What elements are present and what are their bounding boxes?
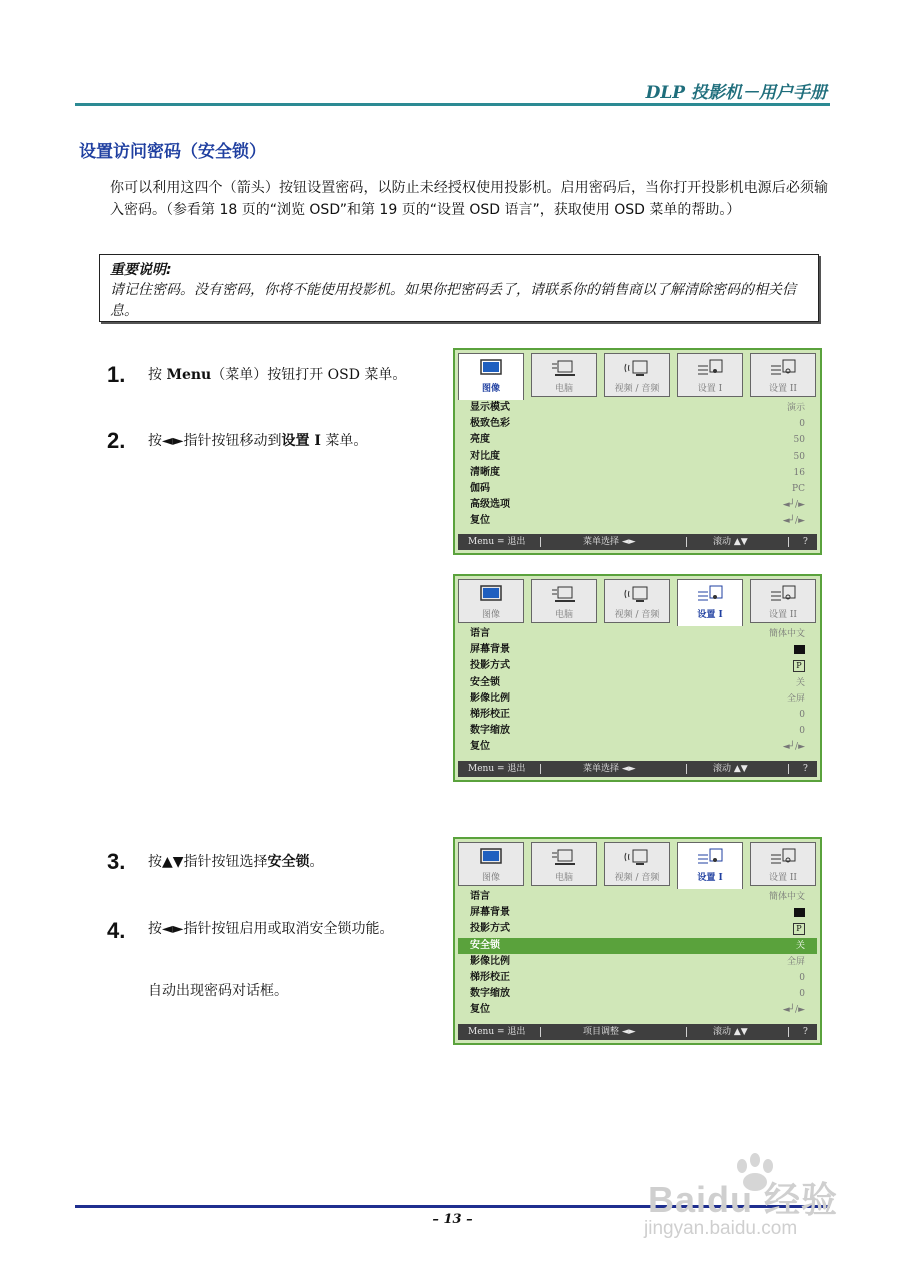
osd-item: [458, 723, 817, 739]
osd-tab-icon: [622, 584, 652, 604]
osd-footer-bar: [458, 534, 817, 550]
osd-footer-separator: [788, 764, 789, 774]
osd-item-label: 语言: [470, 628, 490, 639]
osd-footer-bar: [458, 761, 817, 777]
osd-item: [458, 954, 817, 970]
osd-footer-separator: [686, 537, 687, 547]
osd-tab-label: 电脑: [554, 384, 573, 394]
osd-tab: [604, 579, 670, 623]
osd-item-value: 全屏: [786, 693, 805, 704]
osd-item: [458, 986, 817, 1002]
osd-tab-bar: [458, 842, 817, 889]
osd-item: [458, 642, 817, 658]
osd-item: [458, 658, 817, 674]
osd-tab-label: 设置 II: [769, 873, 797, 883]
osd-item-label: 语言: [470, 891, 490, 902]
osd-footer-hint: ?: [803, 1027, 808, 1037]
osd-item-label: 梯形校正: [470, 971, 510, 983]
black-swatch-icon: [794, 908, 805, 917]
osd-item-label: 复位: [470, 515, 490, 527]
osd-item-value: 0: [799, 709, 805, 720]
osd-item-value: 全屏: [786, 956, 805, 967]
osd-item-label: 数字缩放: [470, 725, 510, 737]
osd-tab: [677, 579, 743, 627]
projection-mode-icon: P: [793, 660, 805, 672]
section-title: 设置访问密码（安全锁）: [79, 142, 266, 162]
osd-tab-icon: [768, 358, 798, 378]
osd-item: [458, 465, 817, 481]
osd-tab: [677, 842, 743, 890]
osd-tab: [531, 842, 597, 886]
osd-tab-label: 设置 I: [697, 384, 723, 394]
osd-item-label: 屏幕背景: [470, 644, 510, 656]
osd-menu-setting1: [453, 574, 822, 782]
osd-item-label: 对比度: [470, 450, 500, 462]
osd-tab: [750, 842, 816, 886]
osd-item-label: 影像比例: [470, 955, 510, 967]
osd-tab-icon: [476, 358, 506, 378]
osd-item: [458, 449, 817, 465]
osd-tab-label: 设置 I: [697, 610, 723, 620]
osd-footer-hint: 滚动 ▲▼: [713, 764, 748, 774]
osd-item-label: 影像比例: [470, 692, 510, 704]
osd-item-label: 梯形校正: [470, 708, 510, 720]
osd-tab-label: 设置 II: [769, 610, 797, 620]
osd-item-label: 数字缩放: [470, 988, 510, 1000]
osd-footer-separator: [686, 764, 687, 774]
osd-tab: [750, 579, 816, 623]
osd-item-value: 16: [793, 467, 805, 478]
note-text: 请记住密码。没有密码，你将不能使用投影机。如果你把密码丢了，请联系你的销售商以了解清除密码的相关信息。: [110, 282, 796, 319]
osd-tab-label: 图像: [481, 384, 500, 394]
osd-item: [458, 513, 817, 529]
osd-footer-hint: Menu = 退出: [468, 537, 526, 547]
osd-footer-separator: [686, 1027, 687, 1037]
watermark-url: jingyan.baidu.com: [644, 1218, 798, 1239]
osd-footer-hint: 菜单选择 ◄►: [583, 537, 636, 547]
osd-tab-label: 图像: [481, 873, 500, 883]
osd-item-label: 安全锁: [470, 939, 500, 951]
osd-footer-hint: 滚动 ▲▼: [713, 537, 748, 547]
step-text-bold: Menu: [166, 367, 212, 383]
step-number: 4.: [107, 918, 126, 943]
osd-item: [458, 691, 817, 707]
step-text-part: 按: [148, 367, 167, 383]
step-text: [148, 918, 414, 940]
osd-item: [458, 481, 817, 497]
osd-footer-separator: [788, 1027, 789, 1037]
osd-footer-hint: ?: [803, 764, 808, 774]
osd-tab-icon: [768, 584, 798, 604]
step-text-bold: 设置 I: [281, 433, 321, 449]
osd-item-label: 投影方式: [470, 923, 510, 935]
osd-item: [458, 416, 817, 432]
osd-tab-label: 设置 II: [769, 384, 797, 394]
osd-item: [458, 889, 817, 905]
osd-tab-label: 电脑: [554, 610, 573, 620]
osd-item-label: 安全锁: [470, 676, 500, 688]
step-text-part: 按◄►指针按钮移动到: [148, 433, 282, 449]
osd-footer-separator: [788, 537, 789, 547]
osd-tab-label: 视频 / 音频: [614, 873, 660, 883]
osd-item: [458, 400, 817, 416]
osd-tab-icon: [549, 584, 579, 604]
osd-footer-bar: [458, 1024, 817, 1040]
osd-tab-icon: [476, 584, 506, 604]
osd-item: [458, 497, 817, 513]
osd-tab-label: 图像: [481, 610, 500, 620]
osd-item-label: 清晰度: [470, 466, 500, 478]
osd-footer-hint: 滚动 ▲▼: [713, 1027, 748, 1037]
osd-item-value: 0: [799, 419, 805, 430]
osd-item-value: ◄┘/►: [782, 516, 805, 527]
header-title: DLP 投影机－用户手册: [645, 83, 827, 103]
osd-tab: [458, 842, 524, 886]
osd-item-value: [793, 658, 805, 674]
step-text: [148, 851, 438, 873]
osd-tab-icon: [695, 584, 725, 604]
osd-menu-setting1-security: [453, 837, 822, 1045]
osd-item-value: PC: [792, 483, 805, 494]
osd-footer-separator: [540, 537, 541, 547]
osd-item-value: 关: [795, 940, 805, 951]
osd-tab-icon: [622, 358, 652, 378]
osd-item-value: 50: [793, 451, 805, 462]
osd-item-value: 0: [799, 726, 805, 737]
osd-tab-icon: [622, 847, 652, 867]
osd-item-label: 复位: [470, 741, 490, 753]
page-number: – 13 –: [432, 1212, 473, 1227]
osd-item-label: 屏幕背景: [470, 907, 510, 919]
osd-tab: [604, 353, 670, 397]
osd-item: [458, 921, 817, 937]
step-text-part: 按◄►指针按钮启用或取消安全锁功能。: [148, 921, 394, 937]
osd-item-label: 投影方式: [470, 660, 510, 672]
osd-tab-icon: [476, 847, 506, 867]
osd-item: [458, 970, 817, 986]
osd-tab: [458, 579, 524, 623]
osd-item-label: 极致色彩: [470, 418, 510, 430]
osd-tab: [531, 353, 597, 397]
step-text-bold: 安全锁: [267, 854, 310, 870]
osd-tab: [604, 842, 670, 886]
osd-tab: [750, 353, 816, 397]
osd-menu-image: [453, 348, 822, 555]
step-text-part: 按▲▼指针按钮选择: [148, 854, 268, 870]
intro-paragraph: 你可以利用这四个（箭头）按钮设置密码，以防止未经授权使用投影机。启用密码后，当你打开投影机电源后必须输入密码。（参看第 18 页的“浏览 OSD”和第 19 页的“设置 OSD 语言”，获取使用 OSD 菜单的帮助。）: [110, 180, 828, 218]
step-4-note: 自动出现密码对话框。: [148, 983, 288, 999]
osd-tab-icon: [549, 847, 579, 867]
step-text: [148, 364, 438, 386]
osd-tab-icon: [695, 847, 725, 867]
osd-item-value: 簡体中文: [768, 892, 805, 902]
osd-footer-hint: Menu = 退出: [468, 1027, 526, 1037]
step-number: 2.: [107, 428, 126, 453]
header-divider: [75, 103, 830, 106]
osd-footer-hint: 项目调整 ◄►: [583, 1027, 636, 1037]
osd-item-value: [793, 921, 805, 937]
osd-tab: [458, 353, 524, 401]
osd-tab-icon: [695, 358, 725, 378]
projection-mode-icon: P: [793, 923, 805, 935]
step-text-part: 。: [309, 854, 324, 870]
osd-footer-separator: [540, 764, 541, 774]
osd-tab: [531, 579, 597, 623]
osd-item-value: 演示: [786, 403, 805, 413]
step-text-part: （菜单）按钮打开 OSD 菜单。: [211, 367, 407, 383]
osd-item: [458, 1002, 817, 1018]
step-text-part: 菜单。: [320, 433, 368, 449]
osd-item-value: 簡体中文: [768, 629, 805, 639]
step-number: 3.: [107, 849, 126, 874]
osd-footer-hint: ?: [803, 537, 808, 547]
baidu-watermark: [640, 1160, 850, 1260]
osd-item: [458, 707, 817, 723]
osd-item-label: 显示模式: [470, 402, 510, 413]
osd-tab-label: 视频 / 音频: [614, 384, 660, 394]
osd-item-value: 0: [799, 989, 805, 1000]
step-text: [148, 430, 438, 452]
osd-tab-label: 视频 / 音频: [614, 610, 660, 620]
osd-item-value: ◄┘/►: [782, 500, 805, 511]
osd-footer-hint: Menu = 退出: [468, 764, 526, 774]
note-title: 重要说明:: [110, 262, 172, 278]
osd-item-value: 关: [795, 677, 805, 688]
osd-item-value: ◄┘/►: [782, 1005, 805, 1016]
osd-footer-separator: [540, 1027, 541, 1037]
osd-item: [458, 739, 817, 755]
osd-tab: [677, 353, 743, 397]
osd-item: [458, 938, 817, 954]
osd-tab-bar: [458, 579, 817, 626]
osd-item: [458, 626, 817, 642]
black-swatch-icon: [794, 645, 805, 654]
osd-item-label: 亮度: [470, 434, 490, 446]
osd-item-label: 伽码: [470, 482, 490, 494]
watermark-logo: Baidu 经验: [648, 1179, 839, 1220]
osd-item: [458, 432, 817, 448]
osd-tab-label: 设置 I: [697, 873, 723, 883]
step-number: 1.: [107, 362, 126, 387]
important-note-box: [99, 254, 819, 322]
osd-item: [458, 905, 817, 921]
osd-tab-label: 电脑: [554, 873, 573, 883]
osd-item: [458, 675, 817, 691]
osd-tab-bar: [458, 353, 817, 400]
osd-item-list: [458, 626, 817, 756]
osd-item-value: 0: [799, 972, 805, 983]
osd-tab-icon: [768, 847, 798, 867]
osd-item-label: 高级选项: [470, 499, 510, 511]
osd-footer-hint: 菜单选择 ◄►: [583, 764, 636, 774]
osd-item-value: ◄┘/►: [782, 742, 805, 753]
osd-item-list: [458, 400, 817, 530]
osd-tab-icon: [549, 358, 579, 378]
osd-item-label: 复位: [470, 1004, 490, 1016]
osd-item-value: 50: [793, 435, 805, 446]
osd-item-list: [458, 889, 817, 1019]
